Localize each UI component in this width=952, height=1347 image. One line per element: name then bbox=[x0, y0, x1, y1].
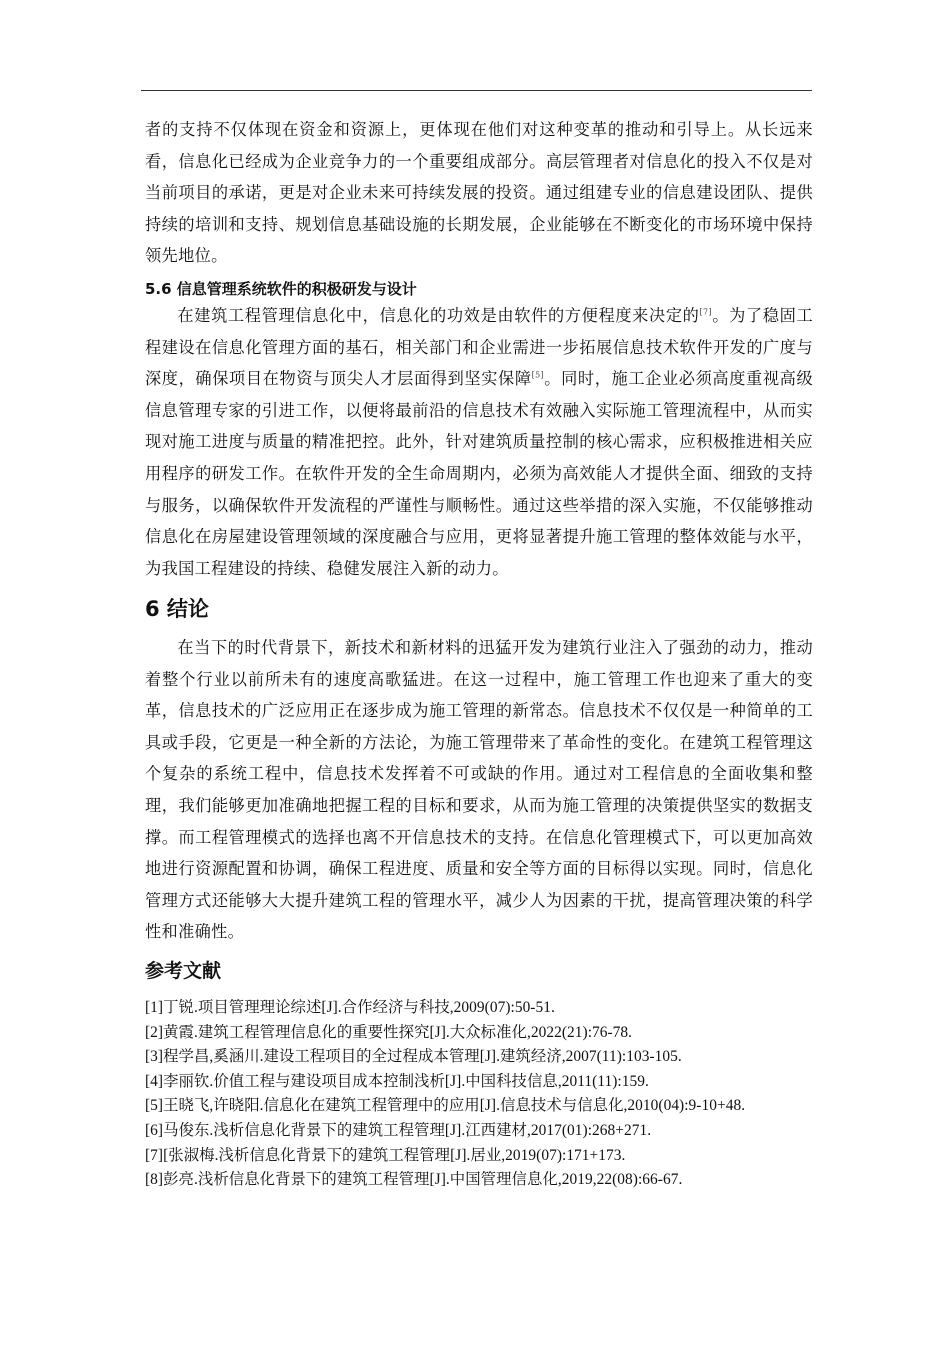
reference-item: [4]李丽钦.价值工程与建设项目成本控制浅析[J].中国科技信息,2011(11):159. bbox=[145, 1072, 649, 1090]
section-5-6-heading: 5.6 信息管理系统软件的积极研发与设计 bbox=[145, 280, 417, 298]
reference-item: [6]马俊东.浅析信息化背景下的建筑工程管理[J].江西建材,2017(01):268+271. bbox=[145, 1121, 652, 1139]
paragraph-1: 者的支持不仅体现在资金和资源上，更体现在他们对这种变革的推动和引导上。从长远来看，信息化已经成为企业竞争力的一个重要组成部分。高层管理者对信息化的投入不仅是对当前项目的承诺，更是对企业未来可持续发展的投资。通过组建专业的信息建设团队、提供持续的培训和支持、规划信息基础设施的长期发展，企业能够在不断变化的市场环境中保持领先地位。 bbox=[145, 120, 813, 266]
reference-item: [8]彭亮.浅析信息化背景下的建筑工程管理[J].中国管理信息化,2019,22(08):66-67. bbox=[145, 1171, 683, 1189]
section-5-6-heading-block bbox=[145, 277, 813, 301]
section-6-heading-block bbox=[145, 594, 813, 624]
header-rule bbox=[141, 90, 812, 91]
reference-item: [2]黄霞.建筑工程管理信息化的重要性探究[J].大众标准化,2022(21):76-78. bbox=[145, 1023, 633, 1041]
reference-item: [1]丁锐.项目管理理论综述[J].合作经济与科技,2009(07):50-51. bbox=[145, 999, 555, 1016]
section-6-body bbox=[145, 632, 813, 948]
references-heading: 参考文献 bbox=[145, 960, 222, 982]
section-6-heading: 6 结论 bbox=[145, 597, 209, 621]
section-5-6-paragraph bbox=[145, 300, 813, 584]
section-5-6-text-2: 。为了稳固工程建设在信息化管理方面的基石，相关部门和企业需进一步拓展信息技术软件开发的广度与深度，确保项目在物资与顶尖人才层面得到坚实保障 bbox=[145, 306, 813, 389]
references-heading-block bbox=[145, 957, 813, 985]
section-5-6-text-1: 在建筑工程管理信息化中，信息化的功效是由软件的方便程度来决定的 bbox=[177, 306, 700, 325]
section-5-6-body bbox=[145, 300, 813, 584]
reference-item: [7][张淑梅.浅析信息化背景下的建筑工程管理[J].居业,2019(07):171+173. bbox=[145, 1146, 626, 1164]
reference-item: [3]程学昌,奚涵川.建设工程项目的全过程成本管理[J].建筑经济,2007(11):103-105. bbox=[145, 1048, 682, 1066]
reference-item: [5]王晓飞,许晓阳.信息化在建筑工程管理中的应用[J].信息技术与信息化,2010(04):9-10+48. bbox=[145, 1097, 746, 1115]
citation-5: [5] bbox=[531, 370, 545, 380]
body-paragraph-continued bbox=[145, 114, 813, 272]
references-list bbox=[145, 996, 813, 1193]
section-5-6-text-3: 。同时，施工企业必须高度重视高级信息管理专家的引进工作，以便将最前沿的信息技术有效融入实际施工管理流程中，从而实现对施工进度与质量的精准把控。此外，针对建筑质量控制的核心需求，应积极推进相关应用程序的研发工作。在软件开发的全生命周期内，必须为高效能人才提供全面、细致的支持与服务，以确保软件开发流程的严谨性与顺畅性。通过这些举措的深入实施，不仅能够推动信息化在房屋建设管理领域的深度融合与应用，更将显著提升施工管理的整体效能与水平，为我国工程建设的持续、稳健发展注入新的动力。 bbox=[145, 369, 813, 578]
section-6-paragraph: 在当下的时代背景下，新技术和新材料的迅猛开发为建筑行业注入了强劲的动力，推动着整个行业以前所未有的速度高歌猛进。在这一过程中，施工管理工作也迎来了重大的变革，信息技术的广泛应用正在逐步成为施工管理的新常态。信息技术不仅仅是一种简单的工具或手段，它更是一种全新的方法论，为施工管理带来了革命性的变化。在建筑工程管理这个复杂的系统工程中，信息技术发挥着不可或缺的作用。通过对工程信息的全面收集和整理，我们能够更加准确地把握工程的目标和要求，从而为施工管理的决策提供坚实的数据支撑。而工程管理模式的选择也离不开信息技术的支持。在信息化管理模式下，可以更加高效地进行资源配置和协调，确保工程进度、质量和安全等方面的目标得以实现。同时，信息化管理方式还能够大大提升建筑工程的管理水平，减少人为因素的干扰，提高管理决策的科学性和准确性。 bbox=[145, 638, 813, 942]
references-list-block bbox=[145, 996, 813, 1193]
citation-7: [7] bbox=[699, 307, 712, 317]
